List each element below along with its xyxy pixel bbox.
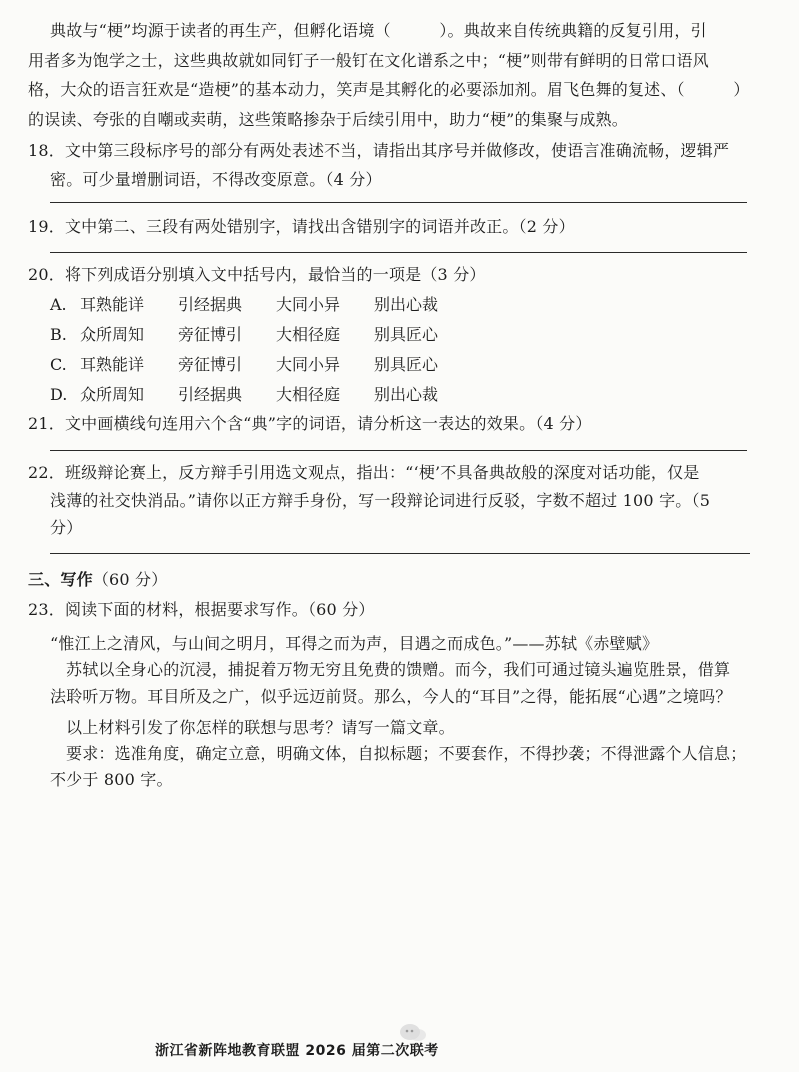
- option-term: 众所周知: [80, 325, 145, 344]
- q19-text: 19．文中第二、三段有两处错别字，请找出含错别字的词语并改正。（2 分）: [28, 217, 575, 236]
- q18-text-line-2: 密。可少量增删词语，不得改变原意。（4 分）: [50, 170, 382, 189]
- q23-material-line-2: 法聆听万物。耳目所及之广，似乎远迈前贤。那么，今人的“耳目”之得，能拓展“心遇”之境吗？: [50, 687, 732, 706]
- option-term: 别具匠心: [374, 325, 439, 344]
- q20-option-c[interactable]: [50, 354, 472, 376]
- q23-text: 23．阅读下面的材料，根据要求写作。（60 分）: [28, 600, 375, 619]
- q23-requirements-line-2: 不少于 800 字。: [50, 770, 173, 789]
- page-footer: 浙江省新阵地教育联盟 2026 届第二次联考: [155, 1043, 439, 1059]
- option-label: D.: [50, 385, 68, 404]
- option-term: 引经据典: [178, 295, 243, 314]
- option-label: A.: [50, 295, 67, 314]
- option-term: 别出心裁: [374, 385, 439, 404]
- q22-answer-line[interactable]: [50, 553, 750, 554]
- option-term: 引经据典: [178, 385, 243, 404]
- option-term: 众所周知: [80, 385, 145, 404]
- option-term: 耳熟能详: [80, 355, 145, 374]
- q23-quote: “惟江上之清风，与山间之明月，耳得之而为声，目遇之而成色。”——苏轼《赤壁赋》: [50, 634, 659, 653]
- q22-text-line-3: 分）: [50, 518, 83, 537]
- section-writing-heading: [28, 569, 167, 591]
- q21-text: 21．文中画横线句连用六个含“典”字的词语，请分析这一表达的效果。（4 分）: [28, 414, 592, 433]
- option-term: 别具匠心: [374, 355, 439, 374]
- q20-text: 20．将下列成语分别填入文中括号内，最恰当的一项是（3 分）: [28, 265, 486, 284]
- q23-material-line-1: 苏轼以全身心的沉浸，捕捉着万物无穷且免费的馈赠。而今，我们可通过镜头遍览胜景，借算: [66, 660, 731, 679]
- option-term: 大同小异: [276, 295, 341, 314]
- passage-line-3: 格，大众的语言狂欢是“造梗”的基本动力，笑声是其孵化的必要添加剂。眉飞色舞的复述、（ ）: [28, 80, 750, 99]
- q20-option-d[interactable]: [50, 384, 472, 406]
- q21-answer-line[interactable]: [50, 450, 747, 451]
- q20-option-a[interactable]: [50, 294, 472, 316]
- option-term: 别出心裁: [374, 295, 439, 314]
- option-term: 旁征博引: [178, 355, 243, 374]
- q22-text-line-1: 22．班级辩论赛上，反方辩手引用选文观点，指出：“‘梗’不具备典故般的深度对话功能，仅是: [28, 463, 700, 482]
- option-term: 大相径庭: [276, 385, 341, 404]
- passage-line-4: 的误读、夸张的自嘲或卖萌，这些策略掺杂于后续引用中，助力“梗”的集聚与成熟。: [28, 110, 628, 129]
- passage-line-1: 典故与“梗”均源于读者的再生产，但孵化语境（ ）。典故来自传统典籍的反复引用，引: [50, 21, 707, 40]
- section-score: （60 分）: [92, 570, 168, 589]
- option-term: 旁征博引: [178, 325, 243, 344]
- q22-text-line-2: 浅薄的社交快消品。”请你以正方辩手身份，写一段辩论词进行反驳，字数不超过 100 字。（5: [50, 491, 711, 510]
- q20-option-b[interactable]: [50, 324, 472, 346]
- q23-prompt: 以上材料引发了你怎样的联想与思考？请写一篇文章。: [66, 718, 455, 737]
- q18-answer-line[interactable]: [50, 202, 747, 203]
- option-term: 大相径庭: [276, 325, 341, 344]
- q18-text-line-1: 18．文中第三段标序号的部分有两处表述不当，请指出其序号并做修改，使语言准确流畅，逻辑严: [28, 141, 730, 160]
- q19-answer-line[interactable]: [50, 252, 747, 253]
- option-label: C.: [50, 355, 67, 374]
- q23-requirements-line-1: 要求：选准角度，确定立意，明确文体，自拟标题；不要套作，不得抄袭；不得泄露个人信息；: [66, 744, 747, 763]
- section-title: 三、写作: [28, 570, 93, 589]
- option-term: 大同小异: [276, 355, 341, 374]
- passage-line-2: 用者多为饱学之士，这些典故就如同钉子一般钉在文化谱系之中；“梗”则带有鲜明的日常口语风: [28, 51, 709, 70]
- option-label: B.: [50, 325, 67, 344]
- option-term: 耳熟能详: [80, 295, 145, 314]
